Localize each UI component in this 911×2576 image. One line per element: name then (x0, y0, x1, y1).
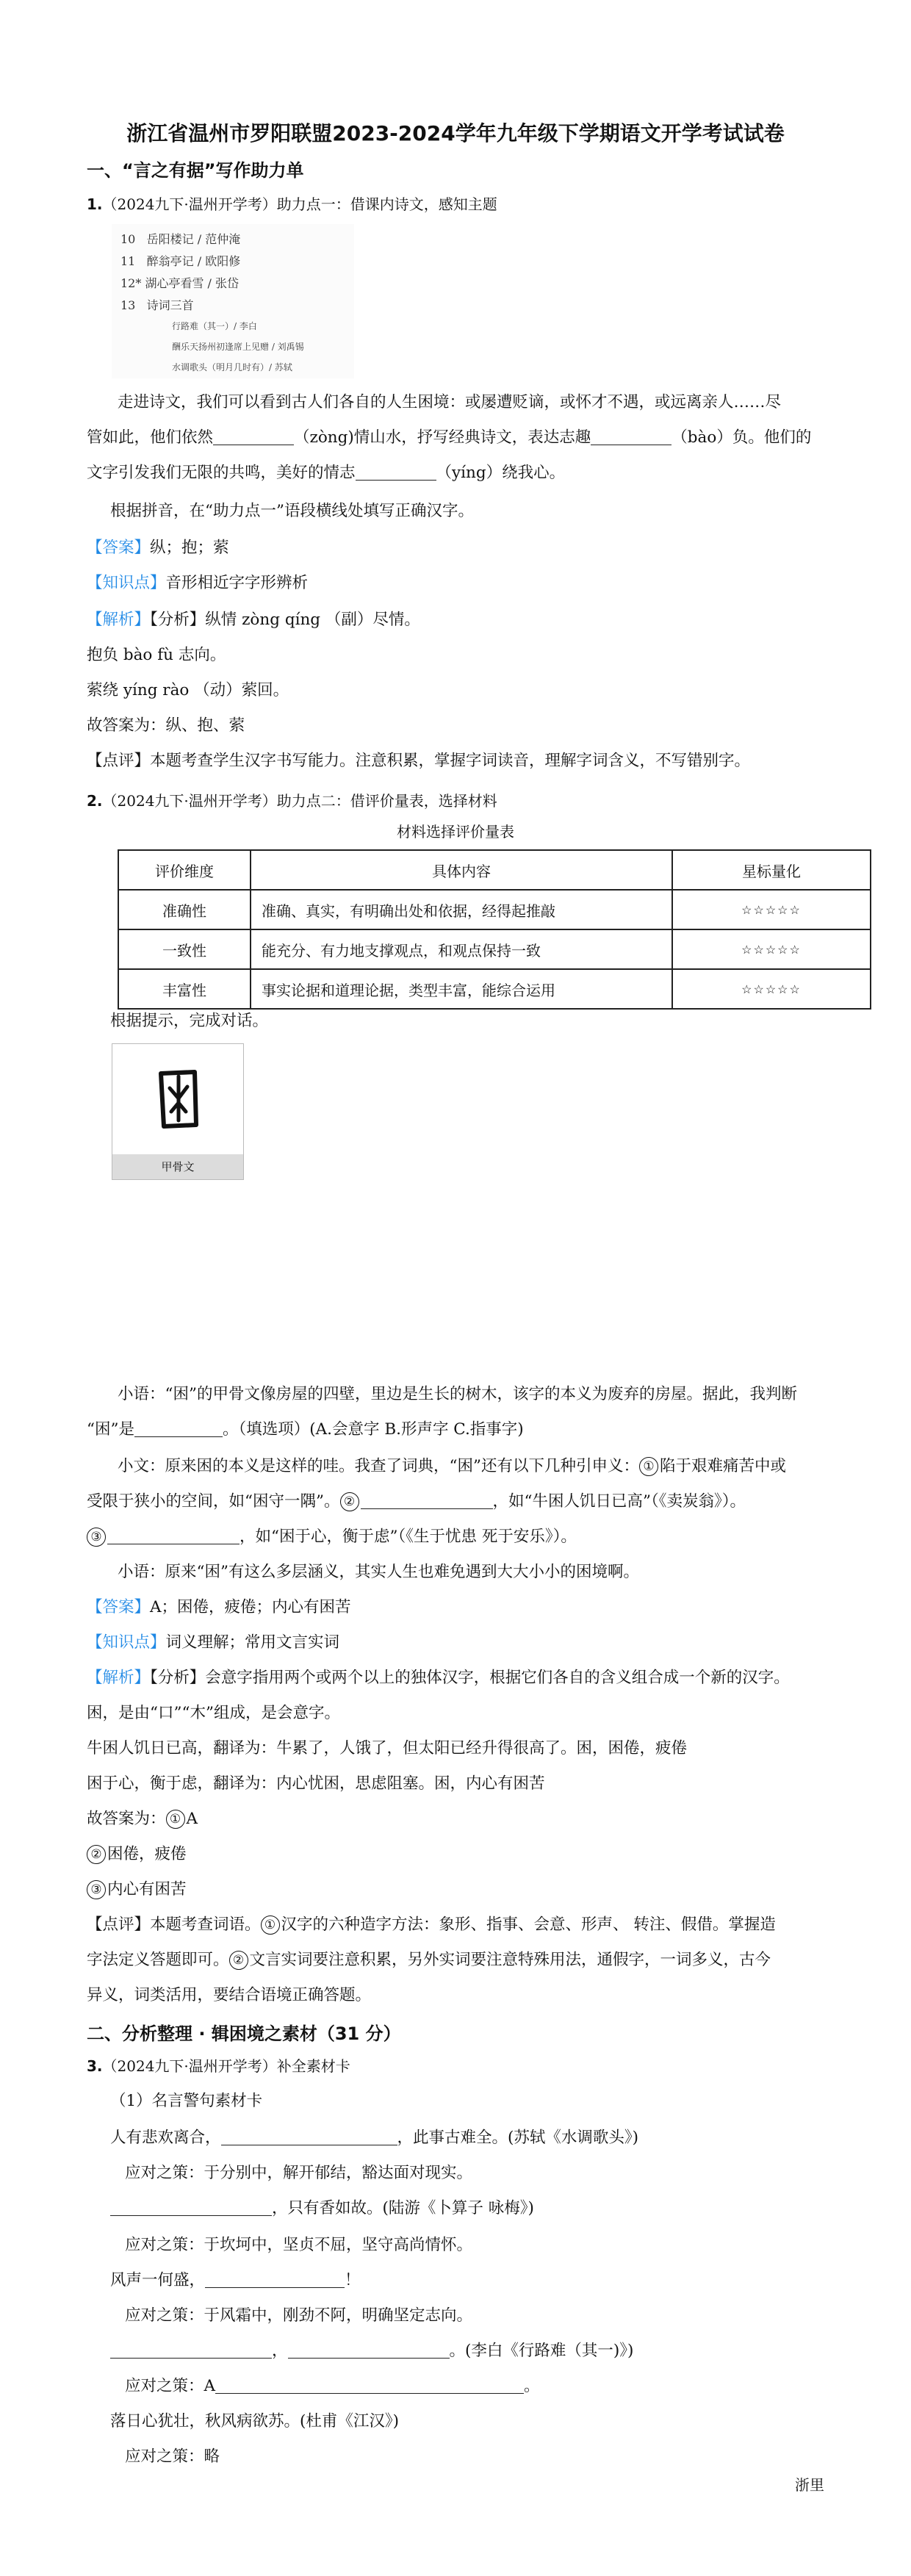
q1-instruction: 根据拼音，在“助力点一”语段横线处填写正确汉字。 (110, 502, 474, 520)
table-row (118, 929, 871, 969)
strategy-line: 应对之策：于分别中，解开郁结，豁达面对现实。 (125, 2164, 473, 2182)
star-rating: ☆☆☆☆☆ (672, 969, 871, 1009)
image-caption: 甲骨文 (112, 1154, 243, 1179)
quote-line: 风声一何盛， ！ (110, 2271, 361, 2289)
q1-source: （2024九下·温州开学考） (102, 195, 277, 213)
blank-meaning-2[interactable] (361, 1491, 493, 1509)
circled-number: ① (639, 1457, 658, 1476)
blank-ying[interactable] (356, 462, 436, 481)
circled-number: ② (87, 1845, 106, 1864)
q1-answer: 【答案】纵；抱；萦 (87, 539, 229, 557)
circled-number: ① (261, 1915, 280, 1935)
contents-line: 13 诗词三首 (120, 298, 194, 312)
strategy-line: 应对之策：A 。 (125, 2377, 540, 2395)
contents-subline: 水调歌头（明月几时有）/ 苏轼 (172, 362, 292, 373)
q3-subheading: （1）名言警句素材卡 (110, 2092, 263, 2110)
q2-dialog-line: 小语：“困”的甲骨文像房屋的四壁，里边是生长的树木，该字的本义为废弃的房屋。据此，我判断 (118, 1385, 797, 1403)
blank-quote-2[interactable] (110, 2198, 272, 2216)
table-cell: 准确性 (118, 890, 251, 929)
oracle-kun-glyph-icon (112, 1044, 243, 1154)
q2-analysis-line: ② 困倦，疲倦 (87, 1843, 187, 1866)
blank-zong[interactable] (213, 427, 294, 445)
blank-bao[interactable] (591, 427, 671, 445)
quote-line: ， 。(李白《行路难（其一)》) (110, 2339, 633, 2363)
quote-line: 落日心犹壮，秋风病欲苏。(杜甫《江汉》) (110, 2412, 400, 2431)
strategy-line: 应对之策：于风霜中，刚劲不阿，明确坚定志向。 (125, 2306, 473, 2325)
table-title: 材料选择评价量表 (397, 823, 514, 841)
q2-analysis-line: 故答案为： ① A (87, 1810, 198, 1828)
strategy-line: 应对之策：于坎坷中，坚贞不屈，坚守高尚情怀。 (125, 2236, 473, 2254)
q1-comment: 【点评】本题考查学生汉字书写能力。注意积累，掌握字词读音，理解字词含义，不写错别字。 (87, 752, 751, 770)
q2-comment: 【点评】本题考查词语。 ① 汉字的六种造字方法：象形、指事、会意、形声、 转注、假借。掌握造 (87, 1915, 776, 1934)
circled-number: ③ (87, 1528, 106, 1547)
analysis-tag: 【解析】 (87, 611, 151, 629)
q2-dialog-line: 小文：原来困的本义是这样的哇。我查了词典，“困”还有以下几种引申义： ① 陷于艰难痛苦中或 (118, 1457, 787, 1475)
q2-analysis: 【解析】【分析】会意字指用两个或两个以上的独体汉字，根据它们各自的含义组合成一个新的汉字。 (87, 1669, 790, 1687)
q2-source: （2024九下·温州开学考） (102, 792, 277, 810)
section-2-heading: 二、分析整理 · 辑困境之素材（31 分） (87, 2023, 401, 2044)
evaluation-table (118, 849, 871, 1010)
q2-instruction: 根据提示，完成对话。 (110, 1012, 269, 1030)
table-header: 星标量化 (672, 850, 871, 890)
q1-number: 1. (87, 195, 103, 213)
q3-header (87, 2054, 350, 2076)
contents-subline: 行路难（其一）/ 李白 (172, 321, 257, 331)
q1-knowledge-point: 【知识点】音形相近字字形辨析 (87, 574, 309, 592)
circled-number: ① (166, 1810, 185, 1829)
q2-dialog-line: ③ ，如“困于心，衡于虑”（《生于忧患 死于安乐》）。 (87, 1525, 577, 1549)
table-header: 具体内容 (251, 850, 672, 890)
q1-analysis-line: 抱负 bào fù 志向。 (87, 646, 226, 664)
q2-dialog-line: 小语：原来“困”有这么多层涵义，其实人生也难免遇到大大小小的困境啊。 (118, 1563, 639, 1581)
blank-quote-5[interactable] (288, 2340, 450, 2359)
q2-comment-line: 字法定义答题即可。 ② 文言实词要注意积累，另外实词要注意特殊用法，通假字，一词多义，古今 (87, 1951, 771, 1969)
q2-comment-line: 异义，词类活用，要结合语境正确答题。 (87, 1986, 372, 2004)
page-title: 浙江省温州市罗阳联盟2023-2024学年九年级下学期语文开学考试试卷 (126, 121, 785, 145)
knowledge-tag: 【知识点】 (87, 574, 166, 592)
section-1-heading: 一、“言之有据”写作助力单 (87, 160, 304, 181)
q3-source: （2024九下·温州开学考） (102, 2057, 277, 2075)
answer-tag: 【答案】 (87, 1598, 151, 1616)
answer-tag: 【答案】 (87, 539, 151, 557)
q3-number: 3. (87, 2057, 103, 2075)
q2-dialog-line: 受限于狭小的空间，如“困守一隅”。 ② ，如“牛困人饥日已高”（《卖炭翁》）。 (87, 1492, 746, 1511)
analysis-tag: 【解析】 (87, 1669, 151, 1687)
q1-prompt: 助力点一：借课内诗文，感知主题 (276, 195, 497, 213)
table-row (118, 890, 871, 929)
q2-header (87, 789, 497, 810)
q1-analysis-line: 萦绕 yíng rào （动）萦回。 (87, 681, 289, 699)
table-row (118, 969, 871, 1009)
blank-quote-3[interactable] (205, 2270, 345, 2288)
table-cell: 准确、真实，有明确出处和依据，经得起推敲 (251, 890, 672, 929)
table-header: 评价维度 (118, 850, 251, 890)
star-rating: ☆☆☆☆☆ (672, 929, 871, 969)
q2-number: 2. (87, 792, 103, 810)
q1-passage-line-3: 文字引发我们无限的共鸣，美好的情志 （yíng）绕我心。 (87, 464, 566, 482)
quote-line: ，只有香如故。(陆游《卜算子 咏梅》) (110, 2197, 534, 2220)
q1-passage-line-2: 管如此，他们依然 （zòng)情山水，抒写经典诗文，表达志趣 （bào）负。他们的 (87, 428, 812, 447)
contents-line: 12* 湖心亭看雪 / 张岱 (120, 276, 240, 290)
quote-line: 人有悲欢离合， ，此事古难全。(苏轼《水调歌头》) (110, 2129, 639, 2147)
q2-analysis-line: 困，是由“口”“木”组成，是会意字。 (87, 1704, 340, 1722)
table-cell: 能充分、有力地支撑观点，和观点保持一致 (251, 929, 672, 969)
contents-subline: 酬乐天扬州初逢席上见赠 / 刘禹锡 (172, 342, 304, 352)
q1-header (87, 193, 497, 214)
table-cell: 一致性 (118, 929, 251, 969)
oracle-bone-image (112, 1043, 244, 1180)
q1-passage-line-1: 走进诗文，我们可以看到古人们各自的人生困境：或屡遭贬谪，或怀才不遇，或远离亲人……尽 (118, 393, 782, 411)
knowledge-tag: 【知识点】 (87, 1633, 166, 1652)
table-cell: 丰富性 (118, 969, 251, 1009)
q2-answer: 【答案】A；困倦，疲倦；内心有困苦 (87, 1598, 351, 1616)
blank-char-type[interactable] (134, 1419, 223, 1437)
q2-dialog-line: “困”是 。（填选项）(A.会意字 B.形声字 C.指事字) (87, 1420, 524, 1439)
contents-line: 10 岳阳楼记 / 范仲淹 (120, 232, 241, 246)
strategy-line: 应对之策：略 (125, 2447, 220, 2466)
circled-number: ② (340, 1492, 359, 1511)
circled-number: ③ (87, 1880, 106, 1899)
q3-prompt: 补全素材卡 (276, 2057, 350, 2075)
q1-analysis-line: 故答案为：纵、抱、萦 (87, 716, 245, 735)
blank-quote-4[interactable] (110, 2340, 272, 2359)
blank-quote-1[interactable] (221, 2127, 397, 2145)
star-rating: ☆☆☆☆☆ (672, 890, 871, 929)
page-footer: 浙里 (795, 2476, 824, 2494)
blank-meaning-3[interactable] (107, 1526, 240, 1544)
q2-knowledge-point: 【知识点】词义理解；常用文言实词 (87, 1633, 340, 1652)
blank-strategy-a[interactable] (215, 2375, 524, 2394)
table-cell: 事实论据和道理论据，类型丰富，能综合运用 (251, 969, 672, 1009)
table-header-row (118, 850, 871, 890)
q2-analysis-line: ③ 内心有困苦 (87, 1878, 187, 1902)
q2-prompt: 助力点二：借评价量表，选择材料 (276, 792, 497, 810)
q2-analysis-line: 牛困人饥日已高，翻译为：牛累了，人饿了，但太阳已经升得很高了。困，困倦，疲倦 (87, 1739, 688, 1757)
q2-analysis-line: 困于心，衡于虑，翻译为：内心忧困，思虑阻塞。困，内心有困苦 (87, 1774, 545, 1793)
circled-number: ② (229, 1951, 248, 1970)
contents-line: 11 醉翁亭记 / 欧阳修 (120, 254, 241, 268)
q1-analysis: 【解析】【分析】纵情 zòng qíng （副）尽情。 (87, 611, 420, 629)
contents-image (112, 224, 354, 378)
